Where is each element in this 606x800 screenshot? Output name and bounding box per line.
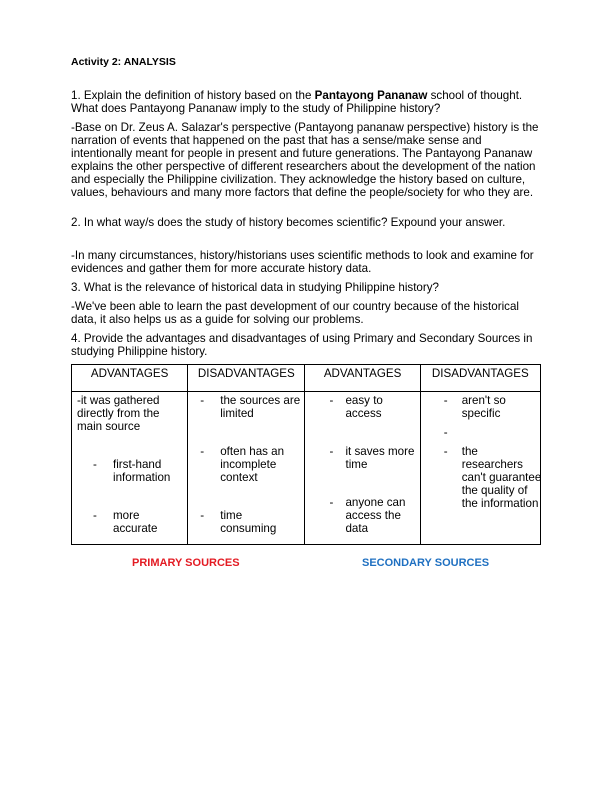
answer-1: -Base on Dr. Zeus A. Salazar's perspective (Pantayong pananaw perspective) history is the narration of events that happened on the past that has a sense/make sense and intentionally meant for people in present and future generations. The Pantayong Pananaw explains the other perspective of different researchers about the development of the nation and especially the Philippine civilization. They acknowledge the history based on culture, values, behaviours and many more factors that define the people/society for who they are. <box>71 121 539 200</box>
primary-advantage-item: first-hand information <box>113 458 171 485</box>
bullet-dash: - <box>93 509 97 522</box>
bullet-dash: - <box>200 394 205 407</box>
sources-comparison-table <box>71 364 541 545</box>
primary-disadvantage-item: time consuming <box>220 509 277 536</box>
table-row <box>72 392 541 545</box>
secondary-disadvantage-item: aren't so specific <box>461 394 506 421</box>
primary-advantages-cell <box>72 392 188 545</box>
table-header-row <box>72 365 541 392</box>
secondary-advantage-item: easy to access <box>345 394 383 421</box>
question-2: 2. In what way/s does the study of history becomes scientific? Expound your answer. <box>71 216 506 229</box>
header-primary-disadvantages: DISADVANTAGES <box>188 365 305 392</box>
bullet-dash: - <box>329 394 334 407</box>
header-secondary-advantages: ADVANTAGES <box>305 365 420 392</box>
question-4: 4. Provide the advantages and disadvantages of using Primary and Secondary Sources in studying Philippine history. <box>71 332 533 359</box>
secondary-advantage-item: anyone can access the data <box>345 496 406 536</box>
bullet-dash: - <box>329 445 334 458</box>
bullet-dash: - <box>93 458 97 471</box>
secondary-sources-label: SECONDARY SOURCES <box>362 557 490 569</box>
bullet-dash: - <box>443 445 448 458</box>
secondary-advantages-cell <box>305 392 420 545</box>
answer-2: -In many circumstances, history/historians uses scientific methods to look and examine for evidences and gather them for more accurate history data. <box>71 249 534 276</box>
activity-title: Activity 2: ANALYSIS <box>71 56 176 68</box>
question-1 <box>71 89 541 115</box>
question-1-text-after: school of thought. What does Pantayong Pananaw imply to the study of Philippine history? <box>71 89 523 116</box>
question-1-bold-term: Pantayong Pananaw <box>314 89 428 102</box>
header-primary-advantages: ADVANTAGES <box>72 365 188 392</box>
bullet-dash: - <box>443 394 448 407</box>
question-1-text-before: 1. Explain the definition of history based on the <box>71 89 315 102</box>
primary-advantages-intro: -it was gathered directly from the main source <box>77 394 160 434</box>
secondary-advantage-item: it saves more time <box>345 445 415 472</box>
bullet-dash: - <box>443 426 448 439</box>
question-3: 3. What is the relevance of historical data in studying Philippine history? <box>71 281 439 294</box>
primary-disadvantage-item: the sources are limited <box>220 394 301 421</box>
primary-sources-label: PRIMARY SOURCES <box>132 557 240 569</box>
bullet-dash: - <box>200 445 205 458</box>
header-secondary-disadvantages: DISADVANTAGES <box>420 365 540 392</box>
secondary-disadvantage-item: the researchers can't guarantee the quality of the information <box>461 445 542 511</box>
primary-disadvantages-cell <box>188 392 305 545</box>
secondary-disadvantages-cell <box>420 392 540 545</box>
primary-disadvantage-item: often has an incomplete context <box>220 445 285 485</box>
answer-3: -We've been able to learn the past development of our country because of the historical data, it also helps us as a guide for solving our problems. <box>71 300 519 327</box>
bullet-dash: - <box>200 509 205 522</box>
bullet-dash: - <box>329 496 334 509</box>
primary-advantage-item: more accurate <box>113 509 158 536</box>
